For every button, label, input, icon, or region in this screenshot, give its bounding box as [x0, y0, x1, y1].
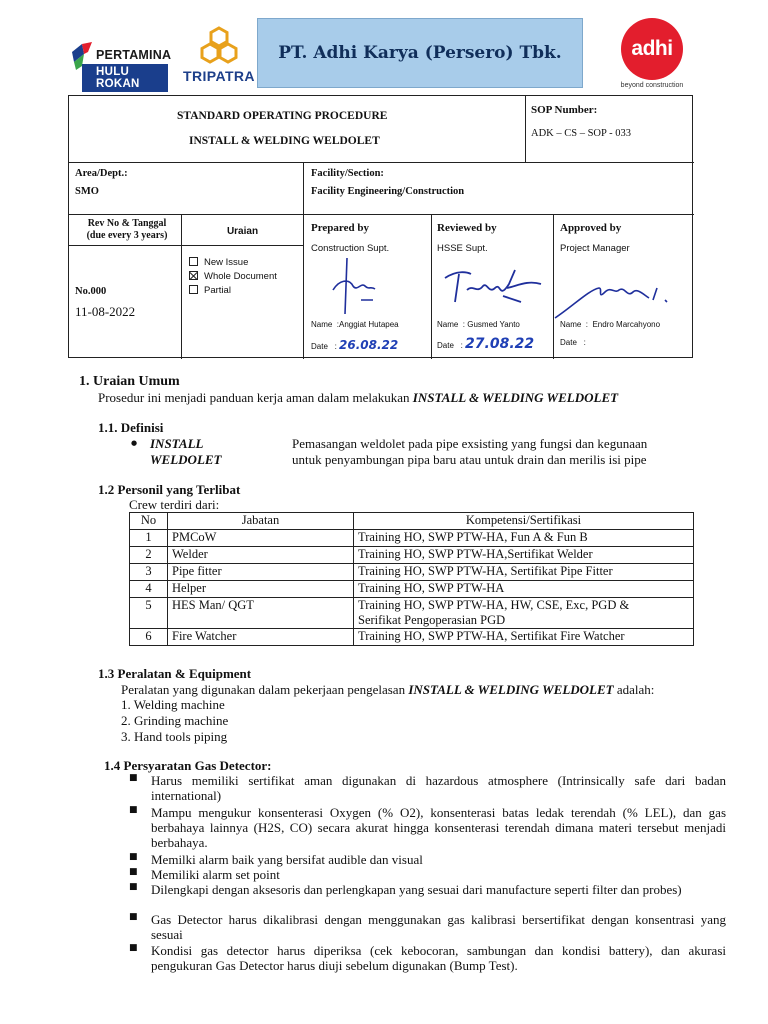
tripatra-hexagon-icon — [199, 26, 239, 66]
square-bullet-icon: ■ — [129, 805, 138, 815]
reviewed-date: 27.08.22 — [465, 336, 535, 352]
section-1-4-heading: 1.4 Persyaratan Gas Detector: — [104, 758, 272, 773]
area-label: Area/Dept.: — [75, 168, 128, 179]
option-new-issue[interactable]: New Issue — [189, 256, 277, 270]
gas-detector-item: Memilki alarm baik yang bersifat audible dan visual — [151, 852, 423, 867]
prepared-date: 26.08.22 — [339, 338, 399, 352]
equipment-item: 3. Hand tools piping — [121, 729, 228, 744]
row-kompetensi-line2: Serifikat Pengoperasian PGD — [358, 613, 506, 627]
row-kompetensi: Training HO, SWP PTW-HA, Fun A & Fun B — [354, 530, 694, 547]
option-whole-document[interactable]: Whole Document — [189, 270, 277, 284]
row-kompetensi-line1: Training HO, SWP PTW-HA, HW, CSE, Exc, PGD & — [358, 598, 630, 612]
pertamina-logo — [70, 34, 172, 90]
sop-number-value: ADK – CS – SOP - 033 — [531, 128, 631, 139]
row-no: 6 — [130, 629, 168, 646]
row-jabatan: PMCoW — [168, 530, 354, 547]
square-bullet-icon: ■ — [129, 882, 138, 892]
tripatra-logo — [180, 26, 258, 86]
rev-label-line1: Rev No & Tanggal — [87, 218, 167, 229]
checkbox-partial[interactable] — [189, 285, 198, 294]
gas-detector-item: Kondisi gas detector harus diperiksa (cek kebocoran, sambungan dan kondisi battery), dan akurasi pengukuran Gas Detector harus diuji sebelum digunakan (Bump Test). — [151, 943, 726, 973]
sop-header-table: STANDARD OPERATING PROCEDURE INSTALL & WELDING WELDOLET SOP Number: ADK – CS – SOP - 033 Area/Dept.: SMO Facility/Section: Facility Engineering/Construction Rev No & Tanggal (due every 3 years) Uraian New Issue Whole Document Partial No.000 11-08-2022 Prepared by Construction Supt. Name :Anggiat Hutapea Date : 26.08.22 Reviewed by HSSE Supt. Name : Gusmed Yanto Date : 27.08.22 Approved by Project Manager Name : Endro Marcahyono Date : — [68, 95, 693, 358]
uraian-label: Uraian — [226, 226, 259, 237]
square-bullet-icon: ■ — [129, 943, 138, 953]
section-1-3-text: Peralatan yang digunakan dalam pekerjaan pengelasan INSTALL & WELDING WELDOLET adalah: — [121, 682, 655, 697]
company-title: PT. Adhi Karya (Persero) Tbk. — [278, 43, 562, 63]
approved-by-role: Project Manager — [560, 243, 630, 254]
definition-term-1: INSTALL — [150, 436, 204, 451]
prepared-signature-icon — [327, 256, 387, 316]
gas-detector-item: Memiliki alarm set point — [151, 867, 280, 882]
col-jabatan: Jabatan — [168, 513, 354, 530]
revision-options — [189, 256, 277, 298]
adhi-tagline: beyond construction — [620, 82, 684, 89]
crew-table — [129, 512, 694, 646]
approved-name-label: Name — [560, 320, 582, 329]
prepared-by-role: Construction Supt. — [311, 243, 390, 254]
square-bullet-icon: ■ — [129, 867, 138, 877]
col-no: No — [130, 513, 168, 530]
definition-text-2: untuk penyambungan pipa baru atau untuk drain dan merilis isi pipe — [292, 452, 647, 467]
square-bullet-icon: ■ — [129, 912, 138, 922]
row-kompetensi: Training HO, SWP PTW-HA, Sertifikat Fire Watcher — [354, 629, 694, 646]
section-1-heading: 1. Uraian Umum — [79, 374, 180, 389]
row-kompetensi — [354, 598, 694, 629]
adhi-logo-circle: adhi — [621, 18, 683, 80]
approved-signature-icon — [553, 272, 687, 322]
tripatra-name: TRIPATRA — [183, 68, 255, 84]
facility-value: Facility Engineering/Construction — [311, 186, 465, 197]
gas-detector-item: Dilengkapi dengan aksesoris dan perlengkapan yang sesuai dari manufacture seperti filter dan probes) — [151, 882, 682, 897]
crew-table-header — [130, 513, 694, 530]
section-1-text: Prosedur ini menjadi panduan kerja aman dalam melakukan INSTALL & WELDING WELDOLET — [98, 390, 619, 405]
row-no: 2 — [130, 547, 168, 564]
section-1-1-heading: 1.1. Definisi — [98, 420, 164, 435]
section-1-3-heading: 1.3 Peralatan & Equipment — [98, 666, 252, 681]
reviewed-by-label: Reviewed by — [437, 222, 497, 234]
facility-label: Facility/Section: — [311, 168, 384, 179]
crew-intro: Crew terdiri dari: — [129, 497, 220, 512]
gas-detector-item: Mampu mengukur konsenterasi Oxygen (% O2), konsenterasi batas ledak terendah (% LEL), dan gas berbahaya lainnya (H2S, CO) secara akurat hingga konsenterasi terendah dimana materi tersebut menjadi berbahaya. — [151, 805, 726, 850]
section-1-2-heading: 1.2 Personil yang Terlibat — [98, 482, 241, 497]
col-kompetensi: Kompetensi/Sertifikasi — [354, 513, 694, 530]
rev-label-line2: (due every 3 years) — [86, 230, 168, 241]
rev-label — [75, 218, 179, 242]
pertamina-name: PERTAMINA — [96, 48, 172, 62]
row-kompetensi: Training HO, SWP PTW-HA — [354, 581, 694, 598]
sop-title-line2: INSTALL & WELDING WELDOLET — [189, 135, 380, 147]
square-bullet-icon: ■ — [129, 852, 138, 862]
sop-number-label: SOP Number: — [531, 104, 598, 116]
table-row — [130, 547, 694, 564]
sop-title-line1: STANDARD OPERATING PROCEDURE — [177, 110, 388, 122]
gas-detector-item: Gas Detector harus dikalibrasi dengan menggunakan gas kalibrasi bersertifikat dengan konsentrasi yang sesuai — [151, 912, 726, 942]
prepared-name-label: Name — [311, 320, 333, 329]
approved-by-label: Approved by — [560, 222, 622, 234]
table-row — [130, 581, 694, 598]
rev-number: No.000 — [75, 286, 107, 297]
option-partial[interactable]: Partial — [189, 284, 277, 298]
gas-detector-item: Harus memiliki sertifikat aman digunakan di hazardous atmosphere (Intrinsically safe dari badan international) — [151, 773, 726, 803]
square-bullet-icon: ■ — [129, 773, 138, 783]
prepared-by-label: Prepared by — [311, 222, 369, 234]
table-row — [130, 564, 694, 581]
reviewed-date-label: Date — [437, 341, 454, 350]
table-row — [130, 530, 694, 547]
equipment-item: 1. Welding machine — [121, 697, 225, 712]
area-value: SMO — [75, 186, 99, 197]
rev-date: 11-08-2022 — [75, 304, 136, 319]
table-row — [130, 629, 694, 646]
approved-name: Endro Marcahyono — [592, 320, 661, 329]
row-no: 3 — [130, 564, 168, 581]
table-row — [130, 598, 694, 629]
definition-bullet-icon: ● — [131, 439, 138, 447]
row-jabatan: Helper — [168, 581, 354, 598]
company-title-box — [257, 18, 583, 88]
row-no: 4 — [130, 581, 168, 598]
prepared-name: Anggiat Hutapea — [339, 320, 399, 329]
reviewed-name-label: Name — [437, 320, 459, 329]
reviewed-name: Gusmed Yanto — [467, 320, 520, 329]
equipment-item: 2. Grinding machine — [121, 713, 229, 728]
row-jabatan: Welder — [168, 547, 354, 564]
prepared-date-label: Date — [311, 342, 328, 351]
row-jabatan: Pipe fitter — [168, 564, 354, 581]
definition-term-2: WELDOLET — [150, 452, 222, 467]
row-kompetensi: Training HO, SWP PTW-HA, Sertifikat Pipe Fitter — [354, 564, 694, 581]
adhi-logo — [606, 18, 698, 92]
reviewed-by-role: HSSE Supt. — [437, 243, 488, 254]
checkbox-whole-document[interactable] — [189, 271, 198, 280]
approved-date-label: Date — [560, 338, 577, 347]
definition-text-1: Pemasangan weldolet pada pipe exsisting yang fungsi dan kegunaan — [292, 436, 648, 451]
checkbox-new-issue[interactable] — [189, 257, 198, 266]
row-no: 1 — [130, 530, 168, 547]
reviewed-signature-icon — [437, 260, 549, 310]
row-jabatan: Fire Watcher — [168, 629, 354, 646]
pertamina-sub: HULU ROKAN — [82, 64, 168, 92]
row-jabatan: HES Man/ QGT — [168, 598, 354, 629]
row-no: 5 — [130, 598, 168, 629]
row-kompetensi: Training HO, SWP PTW-HA,Sertifikat Welder — [354, 547, 694, 564]
